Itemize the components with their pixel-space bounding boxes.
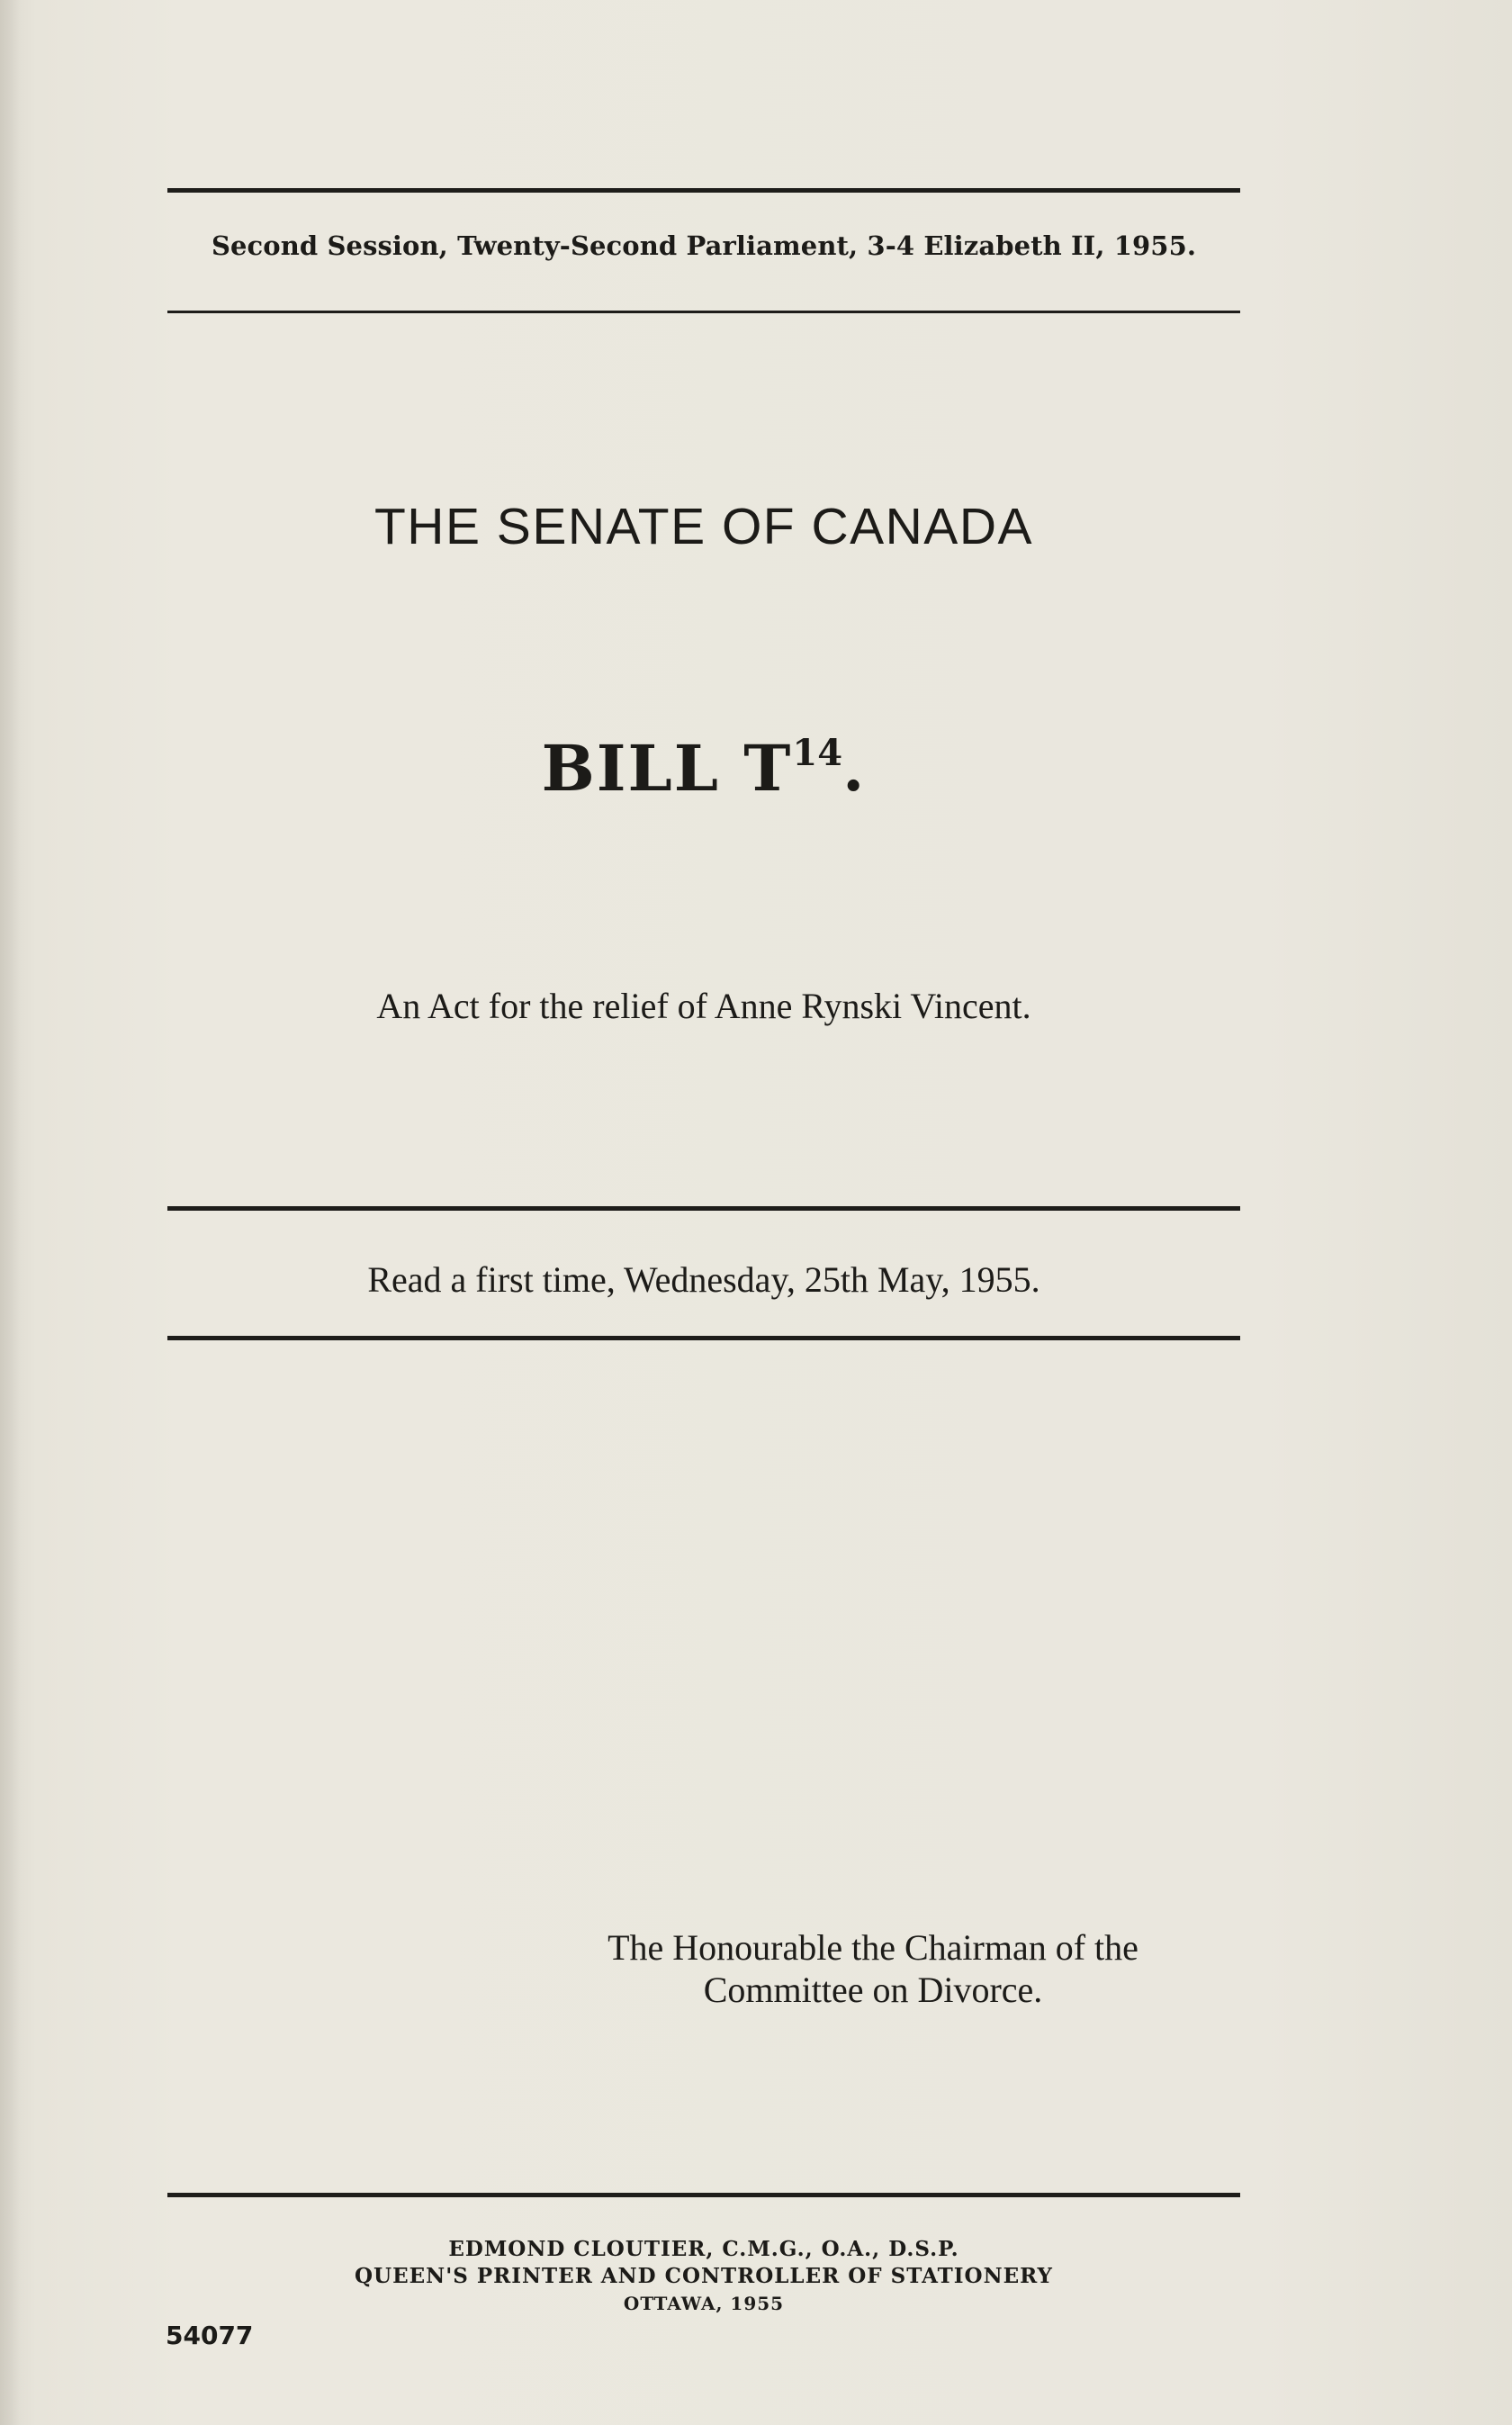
reading-top-rule [167, 1206, 1240, 1211]
reading-bottom-rule [167, 1336, 1240, 1340]
printer-name: EDMOND CLOUTIER, C.M.G., O.A., D.S.P. [448, 2237, 959, 2261]
bill-number-superscript: 14 [792, 732, 843, 774]
document-code: 54077 [166, 2321, 254, 2350]
printer-role: QUEEN'S PRINTER AND CONTROLLER OF STATIONERY [355, 2264, 1053, 2288]
page-edge-shadow [0, 0, 20, 2425]
bill-title-suffix: . [842, 731, 867, 806]
printer-city: OTTAWA, 1955 [623, 2293, 785, 2314]
printer-block [167, 2236, 1240, 2317]
session-line: Second Session, Twenty-Second Parliament, 3-4 Elizabeth II, 1955. [211, 230, 1197, 261]
header-top-rule [167, 188, 1240, 193]
sponsor-line-1: The Honourable the Chairman of the [608, 1927, 1138, 1968]
bill-title [167, 731, 1240, 806]
header-bottom-rule [167, 311, 1240, 313]
senate-title: THE SENATE OF CANADA [374, 498, 1034, 555]
act-description: An Act for the relief of Anne Rynski Vincent. [376, 986, 1031, 1026]
sponsor-line-2: Committee on Divorce. [703, 1970, 1043, 2010]
footer-rule [167, 2193, 1240, 2197]
first-reading-line: Read a first time, Wednesday, 25th May, 1955. [367, 1259, 1040, 1300]
bill-title-text: BILL T [541, 731, 793, 806]
sponsor-block [486, 1926, 1260, 2011]
